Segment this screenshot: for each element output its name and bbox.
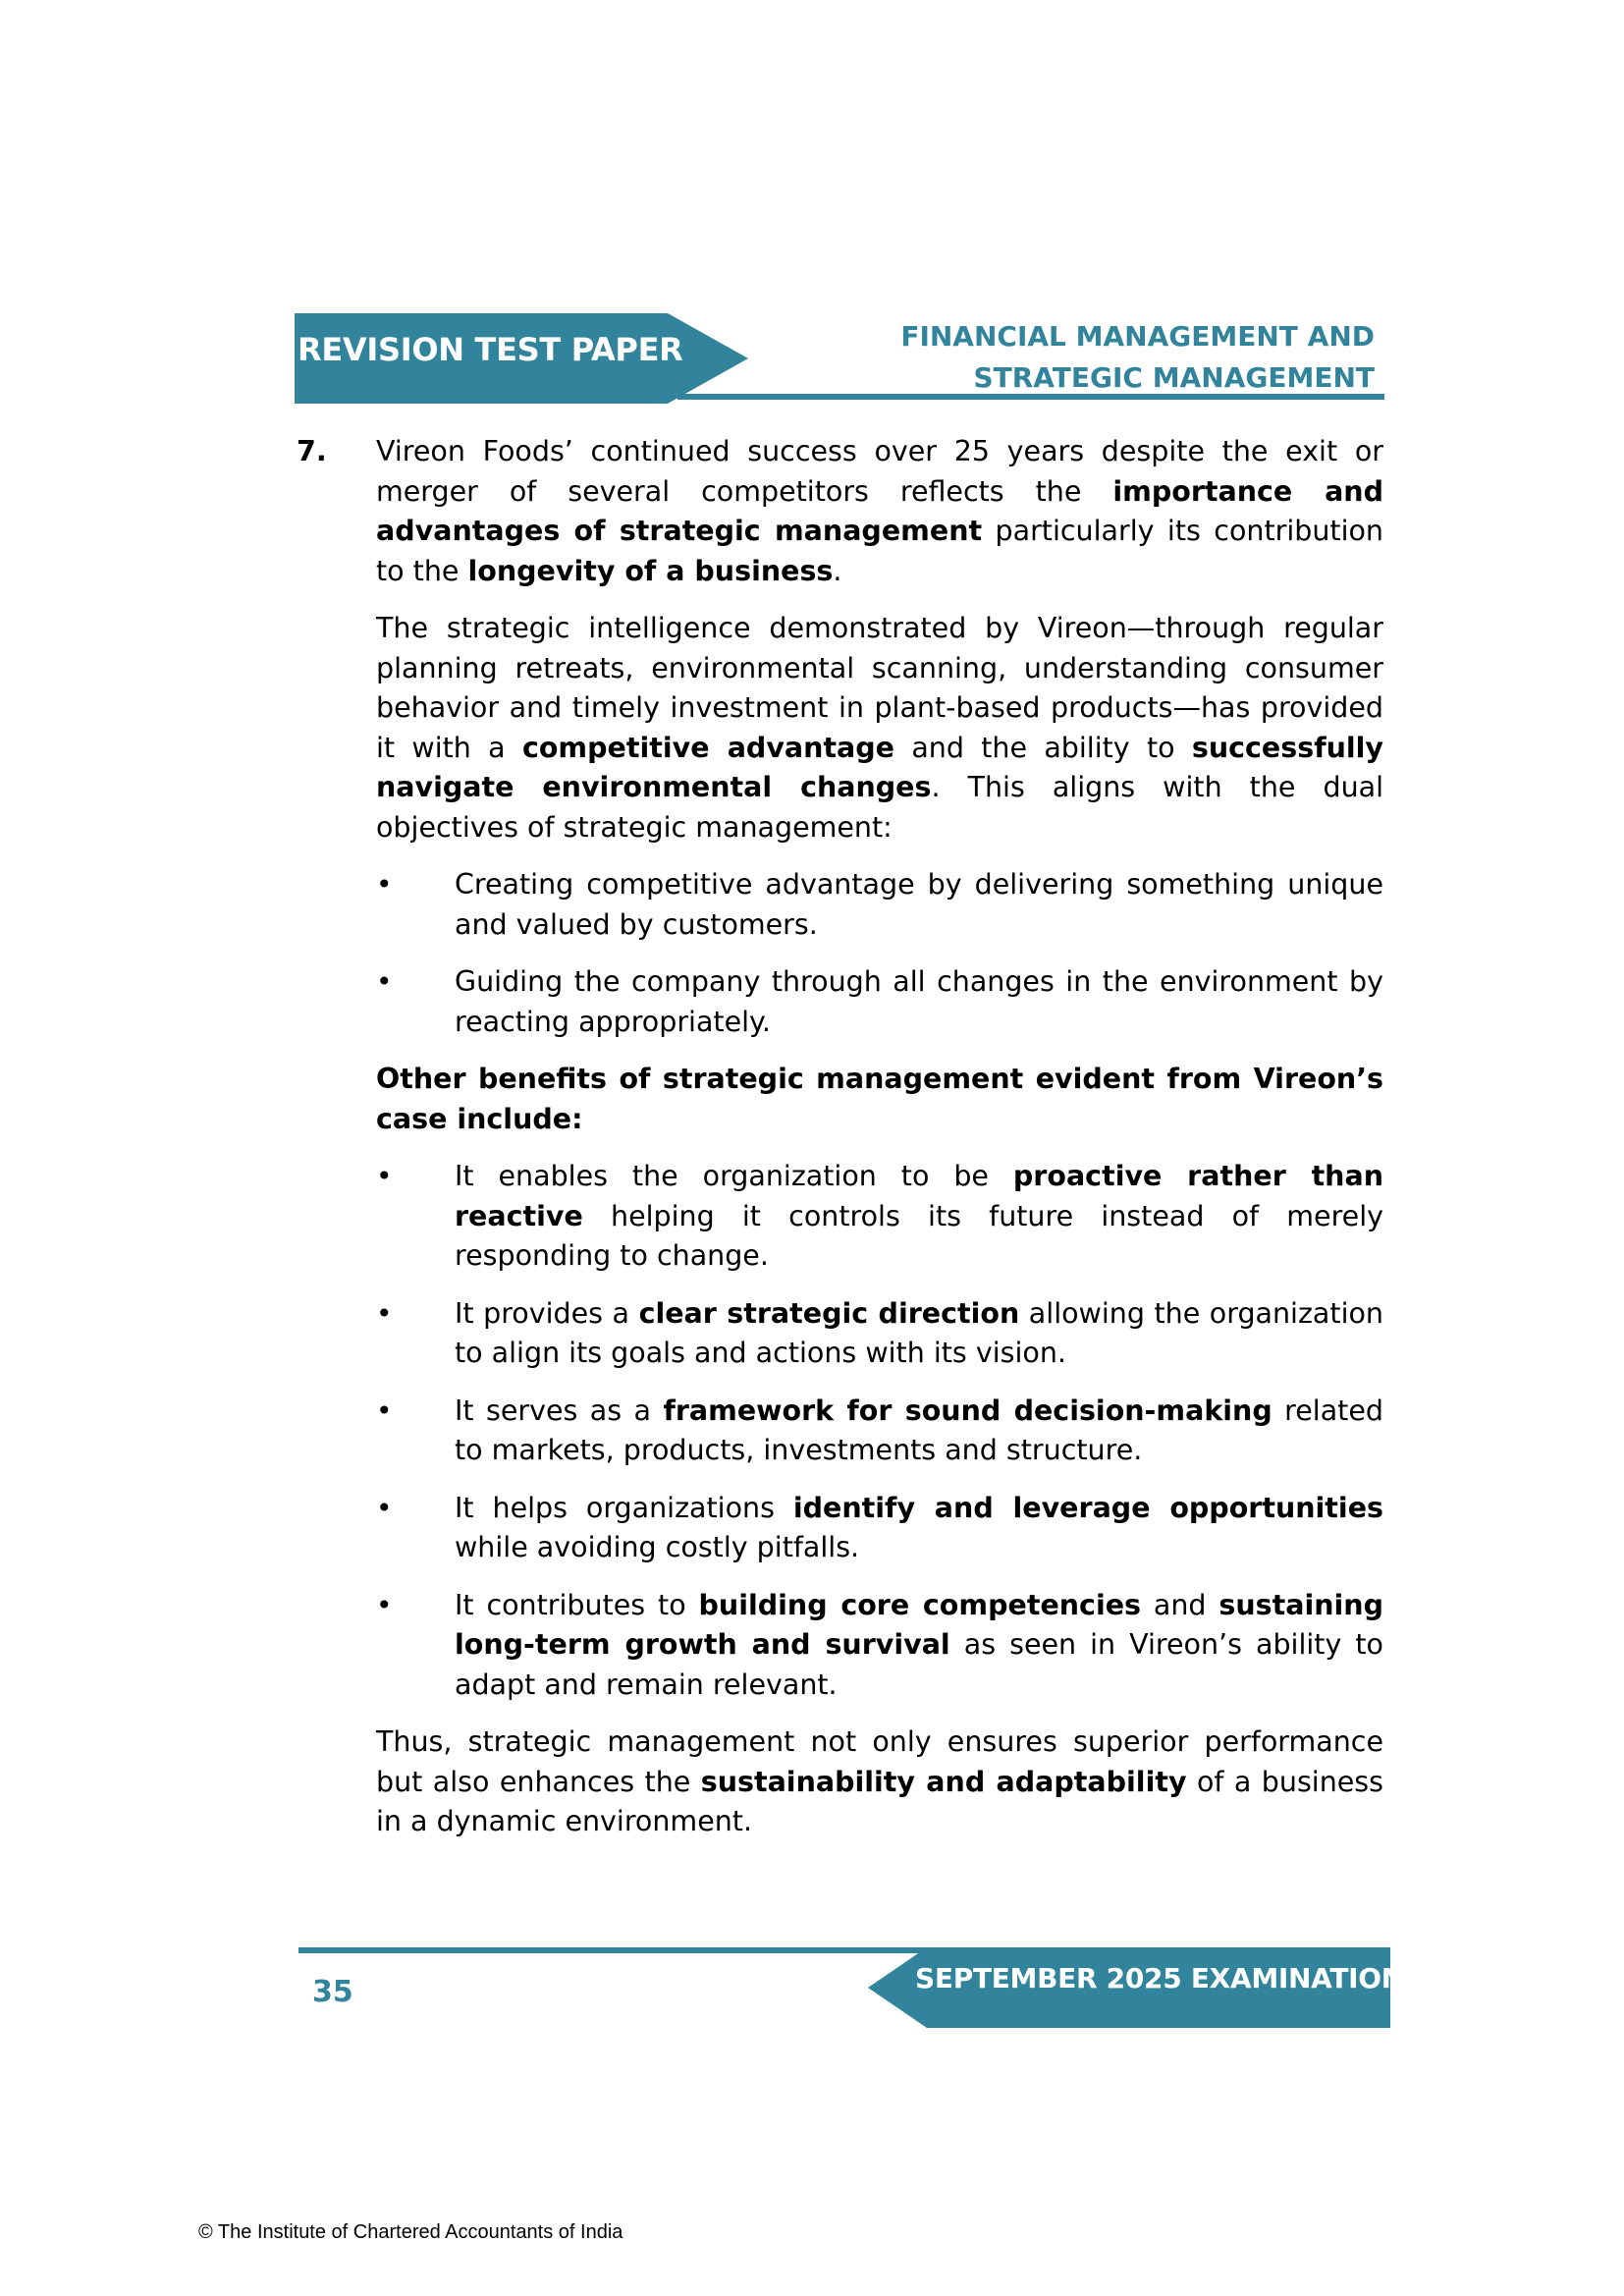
text-run: allowing the organization to align its goals and actions with its vision. xyxy=(455,1296,1383,1369)
text-run: and xyxy=(1141,1588,1219,1621)
bold-text-run: competitive advantage xyxy=(521,731,895,764)
text-run: The strategic intelligence demonstrated by Vireon—through regular planning retreats, environmental scanning, understanding consumer behavior and timely investment in plant-based products—has provided it with a xyxy=(376,612,1383,764)
text-run: helping it controls its future instead of merely responding to change. xyxy=(455,1199,1383,1272)
list-item xyxy=(376,1294,1383,1374)
bold-text-run: sustainability and adaptability xyxy=(700,1765,1187,1798)
bullet-icon: • xyxy=(376,868,393,901)
objectives-list xyxy=(376,865,1383,1042)
text-run: It provides a xyxy=(455,1296,639,1330)
text-run: Creating competitive advantage by delivering something unique and valued by customers. xyxy=(455,868,1383,941)
bold-text-run: importance and advantages of strategic management xyxy=(376,474,1384,547)
question-number: 7. xyxy=(297,435,327,467)
text-run: . xyxy=(833,554,842,587)
header-subject xyxy=(900,316,1375,399)
text-run: Vireon Foods’ continued success over 25 years despite the exit or merger of several competitors reflects the xyxy=(376,435,1383,508)
list-item xyxy=(376,1489,1383,1568)
bold-text-run: longevity of a business xyxy=(467,554,834,587)
text-run: related to markets, products, investments and structure. xyxy=(455,1394,1383,1466)
bold-text-run: identify and leverage opportunities xyxy=(792,1491,1383,1524)
bullet-icon: • xyxy=(376,1588,393,1621)
text-run: as seen in Vireon’s ability to adapt and remain relevant. xyxy=(455,1628,1383,1701)
conclusion-paragraph xyxy=(376,1722,1383,1842)
text-run: . This aligns with the dual objectives of strategic management: xyxy=(376,771,1384,844)
bold-text-run: successfully navigate environmental changes xyxy=(376,731,1383,803)
copyright-notice: © The Institute of Chartered Accountants of India xyxy=(198,2221,623,2243)
header-subject-line1: FINANCIAL MANAGEMENT AND xyxy=(900,320,1375,353)
header-subject-line2: STRATEGIC MANAGEMENT xyxy=(973,361,1375,394)
footer-exam-label: SEPTEMBER 2025 EXAMINATION xyxy=(915,1962,1404,1995)
text-run: It serves as a xyxy=(455,1394,664,1427)
benefits-heading: Other benefits of strategic management evident from Vireon’s case include: xyxy=(376,1063,1383,1135)
benefits-list xyxy=(376,1157,1383,1705)
list-item xyxy=(376,1392,1383,1471)
text-run: particularly its contribution to the xyxy=(376,515,1383,587)
text-run: and the ability to xyxy=(894,731,1192,764)
strategic-intelligence-paragraph xyxy=(376,609,1383,847)
bold-text-run: proactive rather than reactive xyxy=(455,1160,1383,1232)
bold-text-run: framework for sound decision-making xyxy=(663,1394,1272,1427)
text-run: It contributes to xyxy=(455,1588,699,1621)
page-number: 35 xyxy=(312,1975,353,2009)
bullet-icon: • xyxy=(376,1394,393,1427)
list-item xyxy=(376,962,1383,1042)
text-run: It helps organizations xyxy=(455,1491,793,1524)
bold-text-run: building core competencies xyxy=(698,1588,1142,1621)
text-run: while avoiding costly pitfalls. xyxy=(455,1531,860,1563)
text-run: of a business in a dynamic environment. xyxy=(376,1765,1384,1837)
intro-paragraph xyxy=(376,432,1383,591)
text-run: It enables the organization to be xyxy=(455,1160,1013,1192)
list-item xyxy=(376,865,1383,945)
bullet-icon: • xyxy=(376,1160,393,1192)
bold-text-run: sustaining long-term growth and survival xyxy=(455,1588,1383,1661)
bullet-icon: • xyxy=(376,965,393,998)
bullet-icon: • xyxy=(376,1296,393,1330)
header-banner-title: REVISION TEST PAPER xyxy=(298,331,683,368)
text-run: Guiding the company through all changes in the environment by reacting appropriately. xyxy=(455,965,1383,1038)
bold-text-run: clear strategic direction xyxy=(638,1296,1020,1330)
list-item xyxy=(376,1157,1383,1277)
text-run: Thus, strategic management not only ensures superior performance but also enhances the xyxy=(376,1725,1383,1798)
answer-body xyxy=(376,432,1383,1860)
list-item xyxy=(376,1586,1383,1706)
bullet-icon: • xyxy=(376,1491,393,1524)
